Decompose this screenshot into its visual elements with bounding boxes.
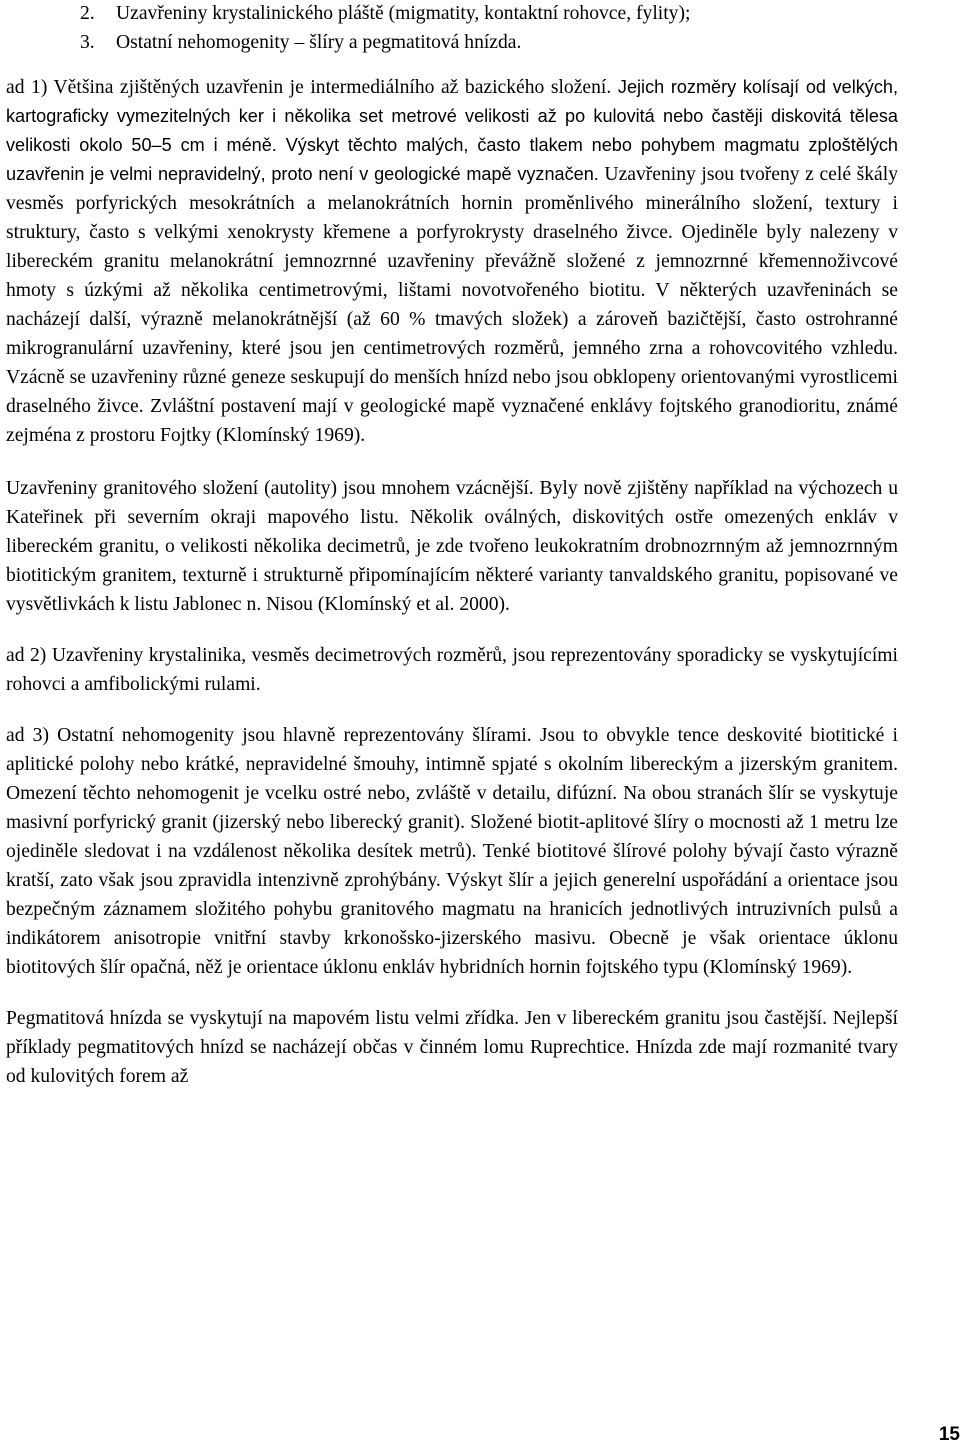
paragraph-pegmatite-nests: Pegmatitová hnízda se vyskytují na mapovém listu velmi zřídka. Jen v libereckém granitu jsou častější. Nejlepší příklady pegmatitových hnízd se nacházejí občas v činném lomu Ruprechtice. Hnízda zde mají rozmanité tvary od kulovitých forem až	[6, 1008, 898, 1087]
paragraph-crystalline-inclusions: ad 2) Uzavřeniny krystalinika, vesměs decimetrových rozměrů, jsou reprezentovány sporadicky se vyskytujícími rohovci a amfibolickými rulami.	[6, 645, 898, 695]
page-number: 15	[938, 1424, 960, 1445]
paragraph-text: Ojediněle byly nalezeny v libereckém granitu melanokrátní jemnozrnné uzavřeniny převážně složené z jemnozrnné křemennoživcové hmoty s úzkými až několika centimetrovými, lištami novotvořeného biotitu. V některých uzavřeninách se nacházejí další, výrazně melanokrátnější (až 60 % tmavých složek) a zároveň bazičtější, často ostrohranné mikrogranulární uzavřeniny, které jsou jen centimetrových rozměrů, jemného zrna a rohovcovitého vzhledu. Vzácně se uzavřeniny různé geneze seskupují do menších hnízd nebo jsou obklopeny orientovanými vyrostlicemi draselného živce. Zvláštní postavení mají v geologické mapě vyznačené enklávy fojtského granodioritu, známé zejména z prostoru Fojtky (Klomínský 1969).	[6, 222, 898, 446]
list-number: 3.	[80, 32, 95, 53]
paragraph-schlieren: ad 3) Ostatní nehomogenity jsou hlavně reprezentovány šlírami. Jsou to obvykle tence deskovité biotitické i aplitické polohy nebo krátké, nepravidelné šmouhy, intimně spjaté s okolním libereckým a jizerským granitem. Omezení těchto nehomogenit je vcelku ostré nebo, zvláště v detailu, difúzní. Na obou stranách šlír se vyskytuje masivní porfyrický granit (jizerský nebo liberecký granit). Složené biotit-aplitové šlíry o mocnosti až 1 metru lze ojediněle sledovat i na vzdálenost několika desítek metrů). Tenké biotitové šlírové polohy bývají často výrazně kratší, zato však jsou zpravidla intenzivně zprohýbány. Výskyt šlír a jejich generelní uspořádání a orientace jsou bezpečným záznamem složitého pohybu granitového magmatu na hranicích jednotlivých intruzivních pulsů a indikátorem anisotropie vnitřní stavby krkonošsko-jizerského masivu. Obecně je však orientace úklonu biotitových šlír opačná, něž je orientace úklonu enkláv hybridních hornin fojtského typu (Klomínský 1969).	[6, 725, 898, 978]
paragraph-text: Jejich rozměry kolísají od velkých, kartograficky vymezitelných ker i několika set metrové velikosti až po kulovitá nebo častěji diskovitá tělesa velikosti okolo 50–5 cm i méně. Výskyt těchto malých, často tlakem nebo pohybem magmatu zploštělých uzavřenin je velmi nepravidelný, proto není v geologické mapě vyznačen.	[6, 77, 898, 184]
list-item	[6, 0, 898, 29]
paragraph-text: ad 1) Většina zjištěných uzavřenin je intermediálního až bazického složení.	[6, 77, 612, 98]
list-item	[6, 29, 898, 58]
document-page	[6, 0, 898, 1091]
paragraph-autoliths: Uzavřeniny granitového složení (autolity) jsou mnohem vzácnější. Byly nově zjištěny například na výchozech u Kateřinek při severním okraji mapového listu. Několik oválných, diskovitých ostře omezených enkláv v libereckém granitu, o velikosti několika decimetrů, je zde tvořeno leukokratním drobnozrnným až jemnozrnným biotitickým granitem, texturně i strukturně připomínajícím některé varianty tanvaldského granitu, popisované ve vysvětlivkách k listu Jablonec n. Nisou (Klomínský et al. 2000).	[6, 478, 898, 615]
list-text: Uzavřeniny krystalinického pláště (migmatity, kontaktní rohovce, fylity);	[116, 3, 691, 24]
paragraph-text: Uzavřeniny jsou tvořeny z celé škály vesměs porfyrických mesokrátních a melanokrátních hornin proměnlivého minerálního složení, textury i struktury, často s velkými xenokrysty křemene a porfyrokrysty draselného živce.	[6, 164, 898, 243]
list-text: Ostatní nehomogenity – šlíry a pegmatitová hnízda.	[116, 32, 522, 53]
numbered-list	[6, 0, 898, 58]
paragraph-inclusions-intermediate	[6, 73, 898, 450]
list-number: 2.	[80, 3, 95, 24]
